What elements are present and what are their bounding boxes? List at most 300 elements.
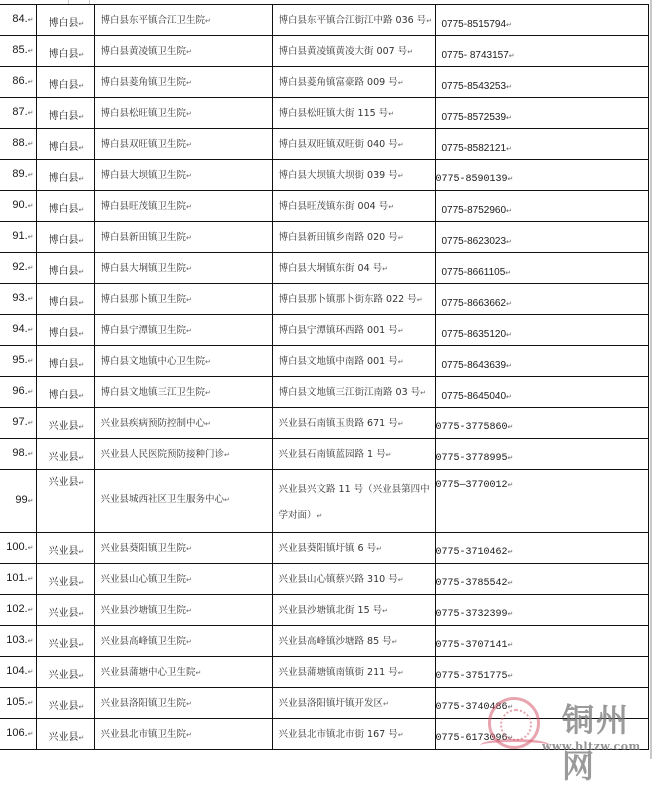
facility-name-cell (94, 657, 272, 688)
facility-name-cell (94, 346, 272, 377)
paragraph-mark-icon: ↵ (27, 234, 34, 241)
row-number-text: 96. (12, 385, 28, 397)
address-cell-text: 博白县菱角镇富豪路 009 号 (278, 77, 398, 88)
county-cell-text: 兴业县 (48, 701, 79, 712)
table-row (0, 98, 648, 129)
paragraph-mark-icon: ↵ (186, 79, 192, 87)
address-cell (272, 470, 435, 533)
facility-name-cell-text: 博白县东平镇合江卫生院 (100, 15, 206, 26)
phone-cell (435, 470, 648, 533)
phone-cell-text: 0775-8623023 (441, 236, 507, 247)
paragraph-mark-icon: ↵ (397, 576, 404, 584)
county-cell (36, 719, 94, 750)
paragraph-mark-icon: ↵ (205, 389, 211, 397)
phone-cell (435, 377, 648, 408)
paragraph-mark-icon: ↵ (506, 146, 512, 153)
paragraph-mark-icon: ↵ (205, 420, 211, 428)
paragraph-mark-icon: ↵ (186, 296, 192, 304)
paragraph-mark-icon: ↵ (507, 704, 514, 712)
paragraph-mark-icon: ↵ (27, 389, 34, 396)
county-cell (36, 67, 94, 98)
row-number (0, 129, 36, 160)
paragraph-mark-icon: ↵ (385, 451, 392, 459)
address-cell (272, 439, 435, 470)
county-cell (36, 377, 94, 408)
facility-name-cell-text: 博白县文地镇三江卫生院 (100, 387, 206, 398)
paragraph-mark-icon: ↵ (506, 22, 512, 29)
paragraph-mark-icon: ↵ (186, 141, 192, 149)
table-row (0, 5, 648, 36)
paragraph-mark-icon: ↵ (27, 731, 34, 738)
paragraph-mark-icon: ↵ (27, 638, 34, 645)
paragraph-mark-icon: ↵ (186, 265, 192, 273)
address-cell (272, 284, 435, 315)
row-number (0, 315, 36, 346)
paragraph-mark-icon: ↵ (27, 17, 34, 24)
phone-cell (435, 595, 648, 626)
phone-cell-text: 0775-3732399 (435, 609, 508, 620)
row-number (0, 626, 36, 657)
county-cell (36, 595, 94, 626)
facility-name-cell (94, 439, 272, 470)
table-row (0, 346, 648, 377)
facility-name-cell-text: 博白县大坝镇卫生院 (100, 170, 187, 181)
paragraph-mark-icon: ↵ (78, 144, 85, 152)
county-cell (36, 160, 94, 191)
address-cell-text: 博白县大坝镇大坝街 039 号 (278, 170, 398, 181)
paragraph-mark-icon: ↵ (382, 607, 389, 615)
facility-name-cell (94, 67, 272, 98)
facility-name-cell (94, 253, 272, 284)
paragraph-mark-icon: ↵ (205, 17, 211, 25)
paragraph-mark-icon: ↵ (78, 610, 85, 618)
facility-name-cell (94, 470, 272, 533)
facility-name-cell-text: 兴业县沙塘镇卫生院 (100, 605, 187, 616)
county-cell-text: 博白县 (48, 18, 79, 29)
facility-name-cell-text: 博白县那卜镇卫生院 (100, 294, 187, 305)
row-number (0, 533, 36, 564)
county-cell (36, 284, 94, 315)
address-cell (272, 719, 435, 750)
page-scrollbar[interactable] (650, 0, 652, 759)
table-row (0, 564, 648, 595)
county-cell-text: 兴业县 (48, 421, 79, 432)
row-number (0, 377, 36, 408)
paragraph-mark-icon: ↵ (27, 79, 34, 86)
row-number (0, 36, 36, 67)
county-cell-text: 博白县 (48, 359, 79, 370)
table-row (0, 315, 648, 346)
paragraph-mark-icon: ↵ (506, 208, 512, 215)
paragraph-mark-icon: ↵ (78, 330, 85, 338)
county-cell-text: 博白县 (48, 111, 79, 122)
paragraph-mark-icon: ↵ (506, 239, 512, 246)
county-cell (36, 626, 94, 657)
facility-name-cell-text: 博白县双旺镇卫生院 (100, 139, 187, 150)
phone-cell-text: 0775-8752960 (441, 205, 507, 216)
paragraph-mark-icon: ↵ (507, 482, 514, 490)
phone-cell-text: 0775-3710462 (435, 547, 508, 558)
paragraph-mark-icon: ↵ (397, 79, 404, 87)
address-cell-text: 博白县松旺镇大街 115 号 (278, 108, 389, 119)
address-cell-text: 博白县文地镇三江街江南路 03 号 (278, 387, 421, 398)
phone-cell (435, 253, 648, 284)
table-row (0, 439, 648, 470)
paragraph-mark-icon: ↵ (27, 545, 34, 552)
paragraph-mark-icon: ↵ (27, 451, 34, 458)
table-row (0, 191, 648, 222)
paragraph-mark-icon: ↵ (27, 576, 34, 583)
paragraph-mark-icon: ↵ (407, 48, 414, 56)
facility-name-cell (94, 564, 272, 595)
row-number (0, 470, 36, 533)
address-cell (272, 346, 435, 377)
phone-cell-text: 0775- 8743157 (441, 50, 509, 61)
county-cell (36, 657, 94, 688)
address-cell (272, 377, 435, 408)
facility-name-cell-text: 兴业县高峰镇卫生院 (100, 636, 187, 647)
paragraph-mark-icon: ↵ (27, 172, 34, 179)
address-cell-text: 博白县新田镇乡南路 020 号 (278, 232, 398, 243)
county-cell-text: 兴业县 (48, 477, 79, 488)
address-cell (272, 595, 435, 626)
paragraph-mark-icon: ↵ (78, 703, 85, 711)
paragraph-mark-icon: ↵ (78, 423, 85, 431)
facility-name-cell (94, 315, 272, 346)
row-number (0, 595, 36, 626)
row-number-text: 99 (15, 494, 28, 506)
paragraph-mark-icon: ↵ (186, 545, 192, 553)
paragraph-mark-icon: ↵ (78, 299, 85, 307)
row-number-text: 98. (12, 447, 28, 459)
row-number-text: 85. (12, 44, 28, 56)
health-facility-table (0, 4, 649, 750)
address-cell-text: 兴业县葵阳镇圩镇 6 号 (278, 543, 377, 554)
paragraph-mark-icon: ↵ (186, 731, 192, 739)
row-number (0, 719, 36, 750)
county-cell-text: 兴业县 (48, 608, 79, 619)
row-number-text: 86. (12, 75, 28, 87)
row-number (0, 408, 36, 439)
address-cell-text: 博白县文地镇中南路 001 号 (278, 356, 398, 367)
table-row (0, 688, 648, 719)
county-cell-text: 博白县 (48, 80, 79, 91)
row-number-text: 84. (12, 13, 28, 25)
phone-cell (435, 564, 648, 595)
address-cell (272, 160, 435, 191)
paragraph-mark-icon: ↵ (507, 735, 514, 743)
address-cell-text: 兴业县高峰镇沙塘路 85 号 (278, 636, 392, 647)
paragraph-mark-icon: ↵ (27, 607, 34, 614)
paragraph-mark-icon: ↵ (78, 113, 85, 121)
paragraph-mark-icon: ↵ (78, 548, 85, 556)
county-cell-text: 兴业县 (48, 732, 79, 743)
row-number (0, 253, 36, 284)
paragraph-mark-icon: ↵ (383, 700, 389, 708)
paragraph-mark-icon: ↵ (506, 301, 512, 308)
county-cell-text: 博白县 (48, 49, 79, 60)
phone-cell (435, 5, 648, 36)
table-row (0, 253, 648, 284)
paragraph-mark-icon: ↵ (505, 270, 512, 277)
phone-cell (435, 191, 648, 222)
phone-cell (435, 36, 648, 67)
paragraph-mark-icon: ↵ (506, 394, 512, 401)
phone-cell-text: 0775-8661105 (441, 267, 506, 278)
paragraph-mark-icon: ↵ (27, 296, 34, 303)
county-cell-text: 博白县 (48, 204, 79, 215)
address-cell-text: 博白县旺茂镇东街 004 号 (278, 201, 389, 212)
facility-name-cell (94, 284, 272, 315)
facility-name-cell-text: 兴业县疾病预防控制中心 (100, 418, 206, 429)
paragraph-mark-icon: ↵ (78, 206, 85, 214)
paragraph-mark-icon: ↵ (27, 141, 34, 148)
paragraph-mark-icon: ↵ (506, 84, 512, 91)
address-cell-text: 兴业县兴文路 11 号（兴业县第四中学对面） (278, 484, 430, 521)
table-row (0, 36, 648, 67)
paragraph-mark-icon: ↵ (507, 611, 514, 619)
facility-name-cell-text: 博白县松旺镇卫生院 (100, 108, 187, 119)
row-number (0, 191, 36, 222)
address-cell (272, 657, 435, 688)
paragraph-mark-icon: ↵ (78, 734, 85, 742)
county-cell (36, 5, 94, 36)
row-number-text: 93. (12, 292, 28, 304)
address-cell-text: 兴业县北市镇北市街 167 号 (278, 729, 398, 740)
phone-cell (435, 98, 648, 129)
row-number (0, 67, 36, 98)
row-number-text: 97. (12, 416, 28, 428)
address-cell-text: 兴业县洛阳镇圩镇开发区 (278, 698, 384, 709)
county-cell-text: 博白县 (48, 297, 79, 308)
phone-cell (435, 315, 648, 346)
county-cell (36, 470, 94, 533)
paragraph-mark-icon: ↵ (205, 358, 211, 366)
paragraph-mark-icon: ↵ (186, 172, 192, 180)
facility-name-cell-text: 博白县旺茂镇卫生院 (100, 201, 187, 212)
facility-name-cell (94, 36, 272, 67)
paragraph-mark-icon: ↵ (397, 327, 404, 335)
facility-name-cell-text: 兴业县葵阳镇卫生院 (100, 543, 187, 554)
paragraph-mark-icon: ↵ (78, 82, 85, 90)
paragraph-mark-icon: ↵ (27, 700, 34, 707)
paragraph-mark-icon: ↵ (507, 455, 514, 463)
facility-name-cell (94, 595, 272, 626)
phone-cell-text: 0775-8582121 (441, 143, 507, 154)
row-number-text: 103. (6, 634, 28, 646)
paragraph-mark-icon: ↵ (27, 110, 34, 117)
county-cell (36, 191, 94, 222)
watermark-url: www.bltzw.com (542, 740, 641, 753)
row-number-text: 101. (6, 572, 28, 584)
row-number-text: 102. (6, 603, 28, 615)
phone-cell-text: 0775-3778995 (435, 453, 508, 464)
row-number (0, 688, 36, 719)
paragraph-mark-icon: ↵ (78, 237, 85, 245)
paragraph-mark-icon: ↵ (506, 363, 512, 370)
table-row (0, 719, 648, 750)
row-number (0, 564, 36, 595)
address-cell-text: 兴业县石南镇玉贵路 671 号 (278, 418, 398, 429)
paragraph-mark-icon: ↵ (391, 638, 398, 646)
paragraph-mark-icon: ↵ (416, 296, 423, 304)
phone-cell-text: 0775-8515794 (441, 19, 507, 30)
address-cell (272, 533, 435, 564)
paragraph-mark-icon: ↵ (27, 498, 34, 505)
table-body (0, 5, 648, 750)
paragraph-mark-icon: ↵ (382, 265, 389, 273)
county-cell-text: 博白县 (48, 235, 79, 246)
address-cell-text: 博白县大垌镇东街 04 号 (278, 263, 383, 274)
facility-name-cell-text: 兴业县山心镇卫生院 (100, 574, 187, 585)
paragraph-mark-icon: ↵ (507, 673, 514, 681)
row-number-text: 88. (12, 137, 28, 149)
table-row (0, 377, 648, 408)
phone-cell-text: 0775-3785542 (435, 578, 508, 589)
facility-name-cell (94, 129, 272, 160)
table-row (0, 626, 648, 657)
paragraph-mark-icon: ↵ (78, 641, 85, 649)
county-cell-text: 兴业县 (48, 577, 79, 588)
paragraph-mark-icon: ↵ (78, 479, 85, 487)
facility-name-cell (94, 626, 272, 657)
row-number (0, 346, 36, 377)
table-row (0, 470, 648, 533)
phone-cell (435, 222, 648, 253)
row-number (0, 284, 36, 315)
row-number-text: 87. (12, 106, 28, 118)
phone-cell (435, 533, 648, 564)
county-cell-text: 博白县 (48, 328, 79, 339)
county-cell-text: 兴业县 (48, 546, 79, 557)
phone-cell-text: 0775-8635120 (441, 329, 507, 340)
facility-name-cell (94, 377, 272, 408)
county-cell (36, 315, 94, 346)
row-number-text: 92. (12, 261, 28, 273)
phone-cell-text: 0775-8572539 (441, 112, 507, 123)
paragraph-mark-icon: ↵ (78, 268, 85, 276)
table-row (0, 595, 648, 626)
phone-cell (435, 626, 648, 657)
address-cell (272, 626, 435, 657)
paragraph-mark-icon: ↵ (78, 392, 85, 400)
paragraph-mark-icon: ↵ (27, 420, 34, 427)
address-cell (272, 129, 435, 160)
paragraph-mark-icon: ↵ (27, 327, 34, 334)
phone-cell-text: 0775-3740486 (435, 702, 508, 713)
paragraph-mark-icon: ↵ (78, 20, 85, 28)
phone-cell-text: 0775-6173096 (435, 733, 508, 744)
county-cell (36, 36, 94, 67)
paragraph-mark-icon: ↵ (426, 17, 433, 25)
phone-cell (435, 408, 648, 439)
phone-cell (435, 160, 648, 191)
county-cell-text: 博白县 (48, 390, 79, 401)
row-number (0, 5, 36, 36)
address-cell (272, 222, 435, 253)
facility-name-cell-text: 兴业县蒲塘中心卫生院 (100, 667, 196, 678)
paragraph-mark-icon: ↵ (506, 115, 512, 122)
address-cell (272, 191, 435, 222)
phone-cell (435, 439, 648, 470)
county-cell-text: 博白县 (48, 173, 79, 184)
paragraph-mark-icon: ↵ (195, 669, 202, 677)
row-number (0, 657, 36, 688)
county-cell (36, 222, 94, 253)
address-cell-text: 兴业县山心镇蔡兴路 310 号 (278, 574, 398, 585)
row-number-text: 100. (6, 541, 28, 553)
table-row (0, 67, 648, 98)
phone-cell-text: 0775-8590139 (435, 174, 508, 185)
facility-name-cell-text: 博白县菱角镇卫生院 (100, 77, 187, 88)
table-row (0, 222, 648, 253)
paragraph-mark-icon: ↵ (186, 327, 192, 335)
county-cell-text: 兴业县 (48, 452, 79, 463)
row-number (0, 98, 36, 129)
address-cell-text: 兴业县沙塘镇北街 15 号 (278, 605, 383, 616)
county-cell-text: 兴业县 (48, 670, 79, 681)
row-number-text: 104. (6, 665, 28, 677)
facility-name-cell-text: 兴业县北市镇卫生院 (100, 729, 187, 740)
paragraph-mark-icon: ↵ (397, 172, 404, 180)
address-cell-text: 兴业县蒲塘镇南镇街 211 号 (278, 667, 398, 678)
paragraph-mark-icon: ↵ (186, 48, 192, 56)
paragraph-mark-icon: ↵ (397, 141, 404, 149)
row-number (0, 439, 36, 470)
facility-name-cell-text: 兴业县洛阳镇卫生院 (100, 698, 187, 709)
county-cell (36, 533, 94, 564)
paragraph-mark-icon: ↵ (507, 549, 514, 557)
paragraph-mark-icon: ↵ (420, 389, 427, 397)
table-row (0, 657, 648, 688)
facility-name-cell-text: 博白县文地镇中心卫生院 (100, 356, 206, 367)
paragraph-mark-icon: ↵ (397, 731, 404, 739)
paragraph-mark-icon: ↵ (397, 358, 404, 366)
table-row (0, 129, 648, 160)
paragraph-mark-icon: ↵ (27, 265, 34, 272)
paragraph-mark-icon: ↵ (316, 512, 323, 520)
county-cell (36, 439, 94, 470)
paragraph-mark-icon: ↵ (186, 234, 192, 242)
address-cell-text: 博白县黄凌镇黄凌大街 007 号 (278, 46, 408, 57)
facility-name-cell (94, 408, 272, 439)
phone-cell-text: 0775—3770012 (435, 480, 508, 491)
paragraph-mark-icon: ↵ (78, 51, 85, 59)
county-cell-text: 博白县 (48, 142, 79, 153)
phone-cell-text: 0775-8645040 (441, 391, 507, 402)
row-number (0, 222, 36, 253)
row-number-text: 94. (12, 323, 28, 335)
phone-cell-text: 0775-8663662 (441, 298, 507, 309)
paragraph-mark-icon: ↵ (27, 203, 34, 210)
table-row (0, 284, 648, 315)
table-row (0, 533, 648, 564)
facility-name-cell (94, 719, 272, 750)
phone-cell-text: 0775-3775860 (435, 422, 508, 433)
row-number-text: 105. (6, 696, 28, 708)
phone-cell (435, 657, 648, 688)
watermark-site-name: 铜州网 (562, 701, 631, 785)
paragraph-mark-icon: ↵ (27, 48, 34, 55)
row-number-text: 89. (12, 168, 28, 180)
county-cell (36, 564, 94, 595)
address-cell-text: 博白县宁潭镇环西路 001 号 (278, 325, 398, 336)
row-number-text: 95. (12, 354, 28, 366)
address-cell (272, 408, 435, 439)
paragraph-mark-icon: ↵ (507, 176, 514, 184)
county-cell-text: 兴业县 (48, 639, 79, 650)
county-cell (36, 129, 94, 160)
